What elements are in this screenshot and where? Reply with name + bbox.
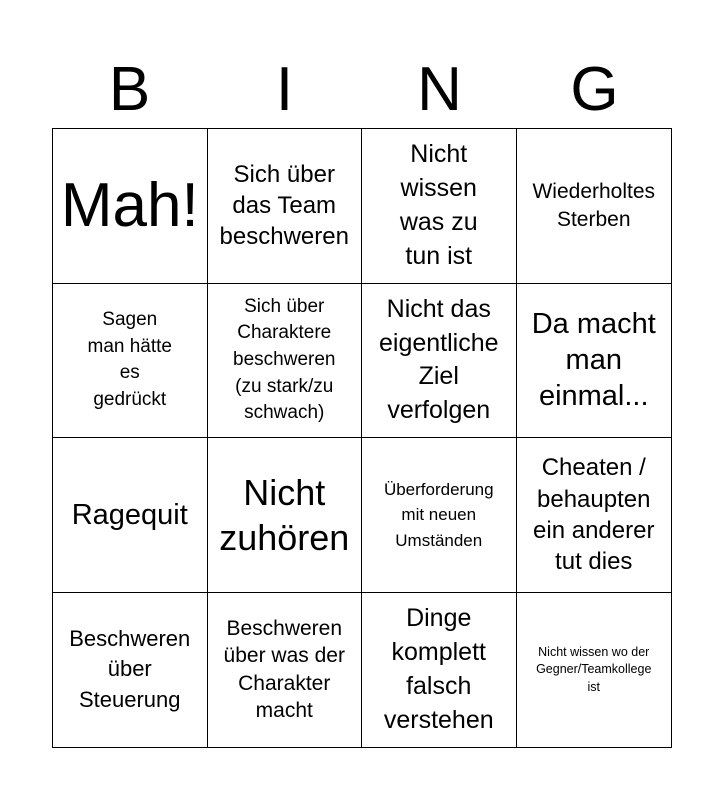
bingo-cell[interactable]: Beschweren über Steuerung [53,593,208,748]
bingo-cell[interactable]: Nicht zuhören [208,438,363,593]
header-letter-i: I [275,55,294,124]
bingo-cell[interactable]: Ragequit [53,438,208,593]
bingo-cell[interactable]: Wiederholtes Sterben [517,129,672,284]
bingo-board [52,128,672,748]
bingo-cell[interactable]: Überforderung mit neuen Umständen [362,438,517,593]
bingo-cell[interactable]: Sich über Charaktere beschweren (zu stark/zu schwach) [208,284,363,439]
bingo-cell[interactable]: Nicht das eigentliche Ziel verfolgen [362,284,517,439]
bingo-cell[interactable]: Nicht wissen wo der Gegner/Teamkollege ist [536,644,652,694]
bingo-cell[interactable]: Beschweren über was der Charakter macht [208,593,363,748]
bingo-cell[interactable]: Dinge komplett falsch verstehen [362,593,517,748]
bingo-cell[interactable]: Sagen man hätte es gedrückt [53,284,208,439]
bingo-cell[interactable]: Sich über das Team beschweren [208,129,363,284]
header-letter-n: N [417,55,462,124]
bingo-header [52,52,672,128]
bingo-cell[interactable]: Nicht wissen was zu tun ist [362,129,517,284]
bingo-cell[interactable]: Mah! [53,129,208,284]
bingo-cell[interactable]: Da macht man einmal... [517,284,672,439]
bingo-cell[interactable]: Cheaten / behaupten ein anderer tut dies [517,438,672,593]
header-letter-g: G [570,55,619,124]
header-letter-b: B [108,55,151,124]
